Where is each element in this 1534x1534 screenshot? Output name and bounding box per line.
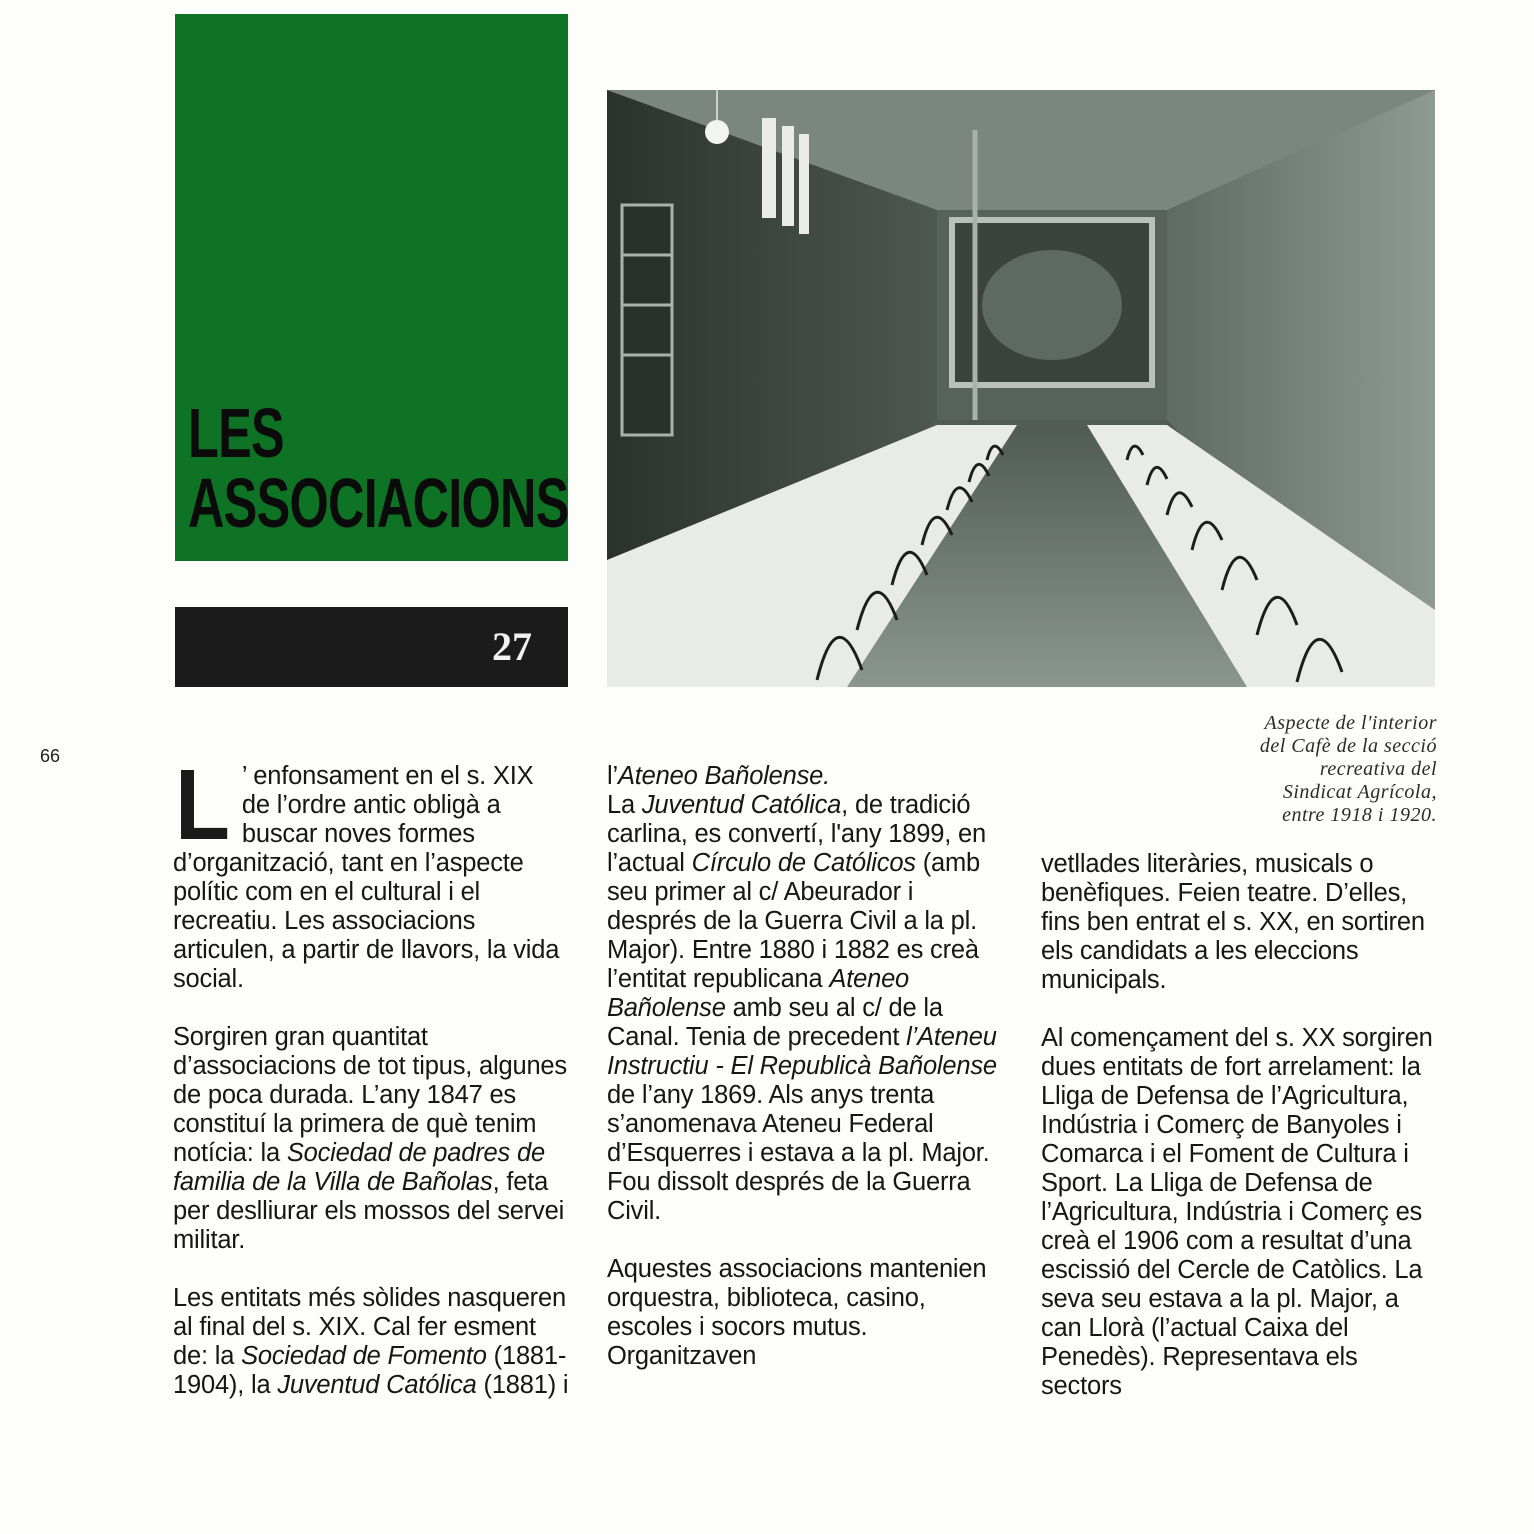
italic-text: l’Ateneu Instructiu - El Republicà Bañolense (607, 1023, 997, 1080)
page-number: 66 (40, 746, 61, 766)
italic-text: Sociedad de padres de familia de la Villa de Bañolas (173, 1139, 545, 1196)
text-run: de l’any 1869. Als anys trenta s’anomenava Ateneu Federal d’Esquerres i estava a la pl. Major. Fou dissolt després de la Guerra Civil. (607, 1081, 990, 1225)
text-run: , feta per deslliurar els mossos del servei militar. (173, 1168, 565, 1254)
article-column-3 (1041, 850, 1441, 1401)
italic-text: Círculo de Católicos (691, 849, 916, 877)
article-paragraph: Aquestes associacions mantenien orquestra, biblioteca, casino, escoles i socors mutus. Organitzaven (607, 1255, 987, 1370)
text-run: buscar noves formes (241, 820, 475, 848)
italic-text: Ateneo Bañolense. (617, 762, 831, 790)
text-run: l’ (607, 762, 618, 790)
article-paragraph: vetllades literàries, musicals o benèfiques. Feien teatre. D’elles, fins ben entrat el s. XX, en sortiren els candidats a les eleccions municipals. (1041, 850, 1425, 994)
chapter-title-line-2: ASSOCIACIONS (188, 464, 569, 542)
cafe-interior-photo (607, 90, 1435, 687)
article-paragraph: Al començament del s. XX sorgiren dues entitats de fort arrelament: la Lliga de Defensa de l’Agricultura, Indústria i Comerç de Banyoles i Comarca i el Foment de Cultura i Sport. La Lliga de Defensa de l’Agricultura, Indústria i Comerç es creà el 1906 com a resultat d’una escissió del Cercle de Catòlics. La seva seu estava a la pl. Major, a can Llorà (l’actual Caixa del Penedès). Representava els sectors (1041, 1024, 1433, 1400)
text-run: Sorgiren gran quantitat d’associacions de tot tipus, algunes de poca durada. L’any 1847 es constituí la primera de què tenim notícia: la (173, 1023, 567, 1167)
text-run: amb seu al c/ de la Canal. Tenia de precedent (607, 994, 943, 1051)
article-column-2 (607, 762, 1007, 1371)
article-column-1 (173, 749, 573, 1400)
italic-text: Sociedad de Fomento (241, 1342, 487, 1370)
italic-text: Juventud Católica (277, 1371, 477, 1399)
caption-line: del Cafè de la secció (1259, 735, 1437, 757)
caption-line: entre 1918 i 1920. (1282, 804, 1437, 826)
cafe-interior-illustration (607, 90, 1435, 687)
article-paragraph (607, 762, 1007, 1226)
italic-text: Juventud Católica (641, 791, 842, 819)
text-run: (1881-1904), la (173, 1342, 567, 1399)
article-paragraph (173, 1284, 573, 1400)
text-run: (amb seu primer al c/ Abeurador i després de la Guerra Civil a la pl. Major). Entre 1880 i 1882 es creà l’entitat republicana (607, 849, 981, 993)
italic-text: Ateneo Bañolense (607, 965, 910, 1022)
photo-caption (1117, 712, 1437, 827)
chapter-number-bar (175, 607, 568, 687)
chapter-title (188, 394, 569, 542)
text-run: ’ enfonsament en el s. XIX (241, 762, 534, 790)
text-run: d’organització, tant en l’aspecte polític com en el cultural i el recreatiu. Les associacions articulen, a partir de llavors, la vida social. (173, 849, 560, 993)
text-run: Les entitats més sòlides nasqueren al final del s. XIX. Cal fer esment de: la (173, 1284, 566, 1370)
text-run: (1881) i (476, 1371, 569, 1399)
caption-line: Sindicat Agrícola, (1282, 781, 1437, 803)
text-run: La (607, 791, 642, 819)
text-run: , de tradició carlina, es convertí, l'any 1899, en l’actual (607, 791, 986, 877)
chapter-number: 27 (492, 624, 532, 669)
caption-line: Aspecte de l'interior (1264, 712, 1437, 734)
caption-line: recreativa del (1319, 758, 1437, 780)
drop-cap: L (175, 749, 230, 861)
chapter-title-line-1: LES (188, 394, 284, 472)
text-run: de l’ordre antic obligà a (241, 791, 501, 819)
article-paragraph (173, 1023, 573, 1255)
article-paragraph (173, 749, 573, 994)
